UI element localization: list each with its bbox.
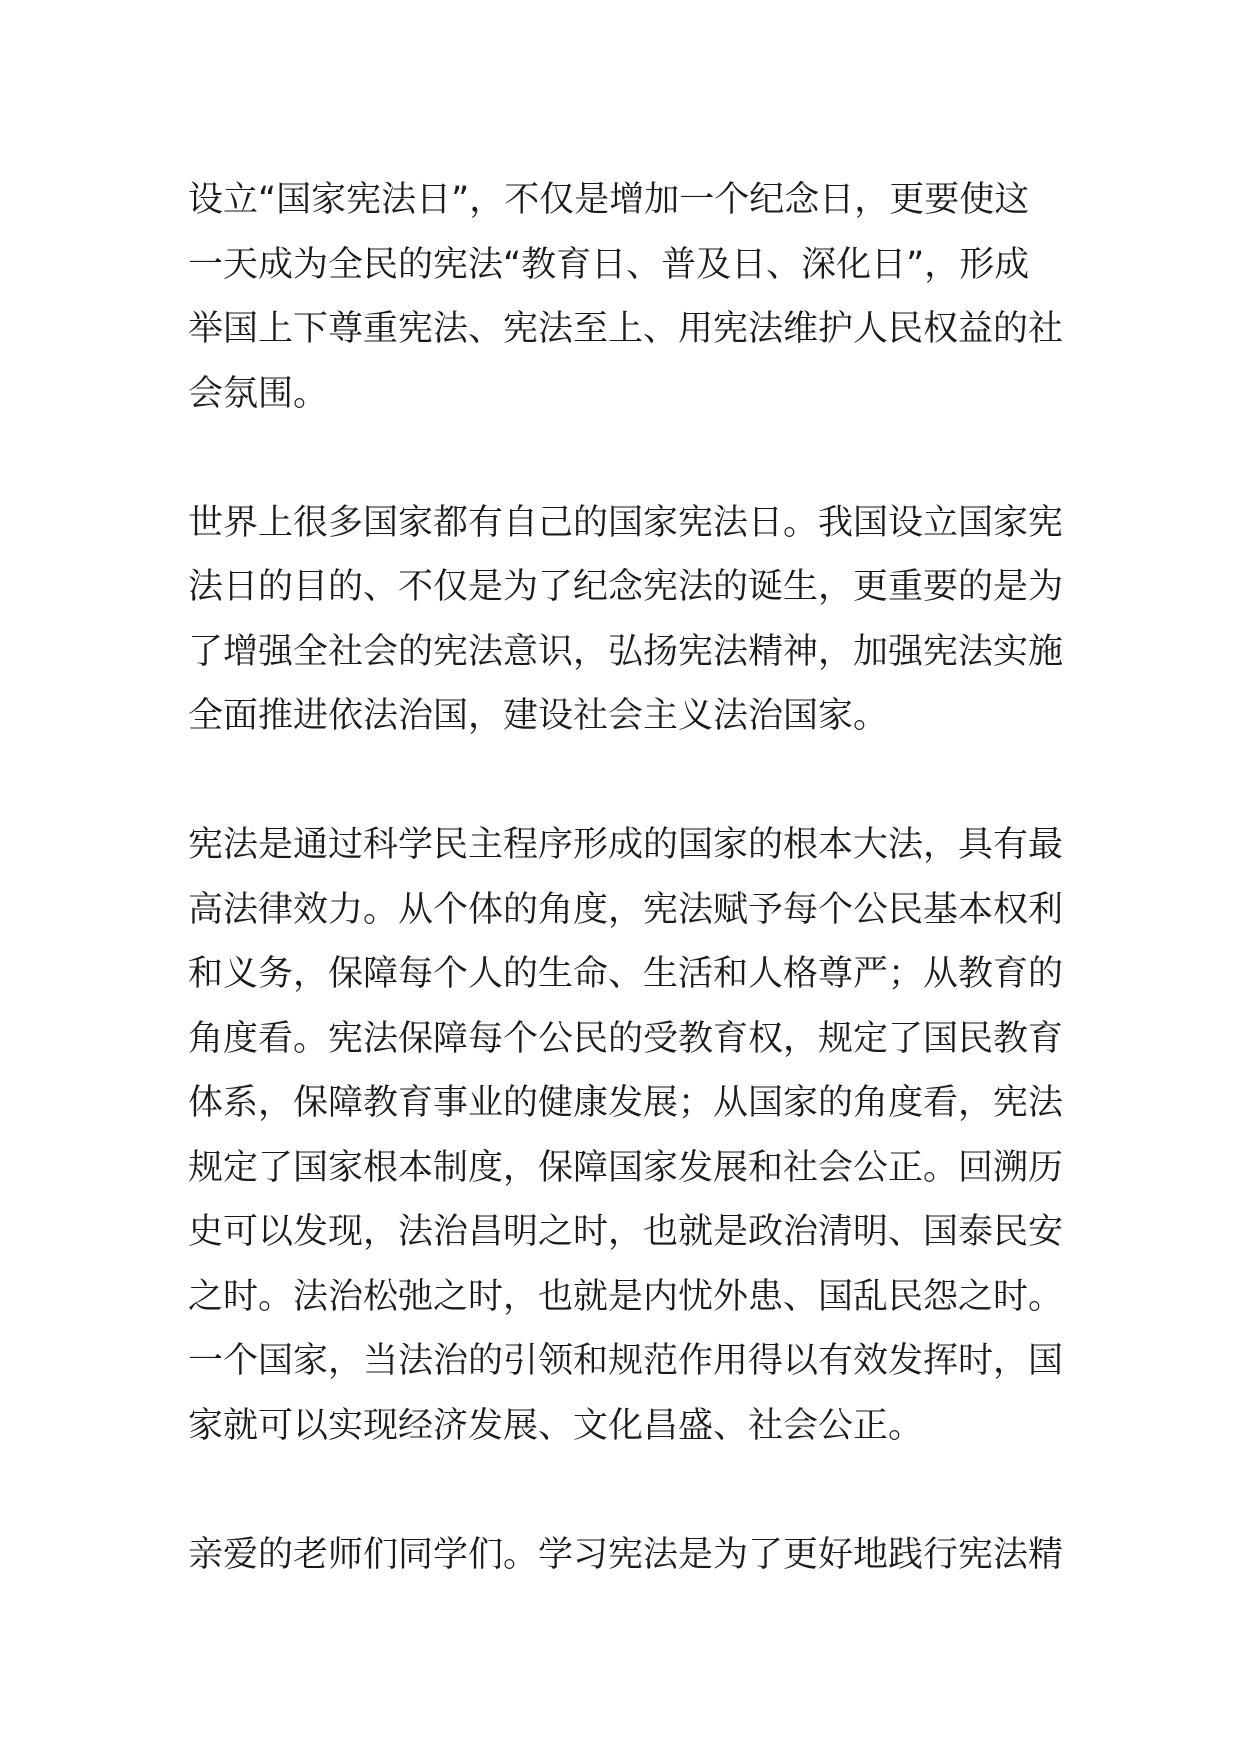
text-line: 之时。法治松弛之时，也就是内忧外患、国乱民怨之时。 bbox=[188, 1276, 1064, 1317]
text-line: 会氛围。 bbox=[188, 373, 329, 414]
text-line: 了增强全社会的宪法意识，弘扬宪法精神，加强宪法实施 bbox=[188, 631, 1064, 672]
text-line: 角度看。宪法保障每个公民的受教育权，规定了国民教育 bbox=[188, 1018, 1064, 1059]
text-line: 家就可以实现经济发展、文化昌盛、社会公正。 bbox=[188, 1405, 924, 1446]
text-line: 全面推进依法治国，建设社会主义法治国家。 bbox=[188, 696, 889, 736]
paragraph-1 bbox=[188, 168, 1064, 426]
text-line: 体系，保障教育事业的健康发展；从国家的角度看，宪法 bbox=[188, 1083, 1064, 1123]
text-line: 和义务，保障每个人的生命、生活和人格尊严；从教育的 bbox=[188, 954, 1064, 994]
paragraph-4 bbox=[188, 1523, 1064, 1588]
text-line: 宪法是通过科学民主程序形成的国家的根本大法，具有最 bbox=[188, 825, 1064, 865]
text-line: 规定了国家根本制度，保障国家发展和社会公正。回溯历 bbox=[188, 1147, 1064, 1188]
text-line: 一天成为全民的宪法“教育日、普及日、深化日”，形成 bbox=[188, 244, 1030, 285]
text-line: 设立“国家宪法日”，不仅是增加一个纪念日，更要使这 bbox=[188, 180, 1030, 220]
paragraph-3 bbox=[188, 813, 1064, 1458]
text-line: 法日的目的、不仅是为了纪念宪法的诞生，更重要的是为 bbox=[188, 567, 1064, 607]
document-page bbox=[188, 168, 1064, 1652]
text-line: 一个国家，当法治的引领和规范作用得以有效发挥时，国 bbox=[188, 1341, 1064, 1381]
text-line: 高法律效力。从个体的角度，宪法赋予每个公民基本权利 bbox=[188, 889, 1064, 930]
paragraph-2 bbox=[188, 491, 1064, 749]
text-line: 举国上下尊重宪法、宪法至上、用宪法维护人民权益的社 bbox=[188, 309, 1064, 349]
text-line: 亲爱的老师们同学们。学习宪法是为了更好地践行宪法精 bbox=[188, 1534, 1064, 1575]
text-line: 史可以发现，法治昌明之时，也就是政治清明、国泰民安 bbox=[188, 1212, 1064, 1252]
text-line: 世界上很多国家都有自己的国家宪法日。我国设立国家宪 bbox=[188, 502, 1064, 543]
